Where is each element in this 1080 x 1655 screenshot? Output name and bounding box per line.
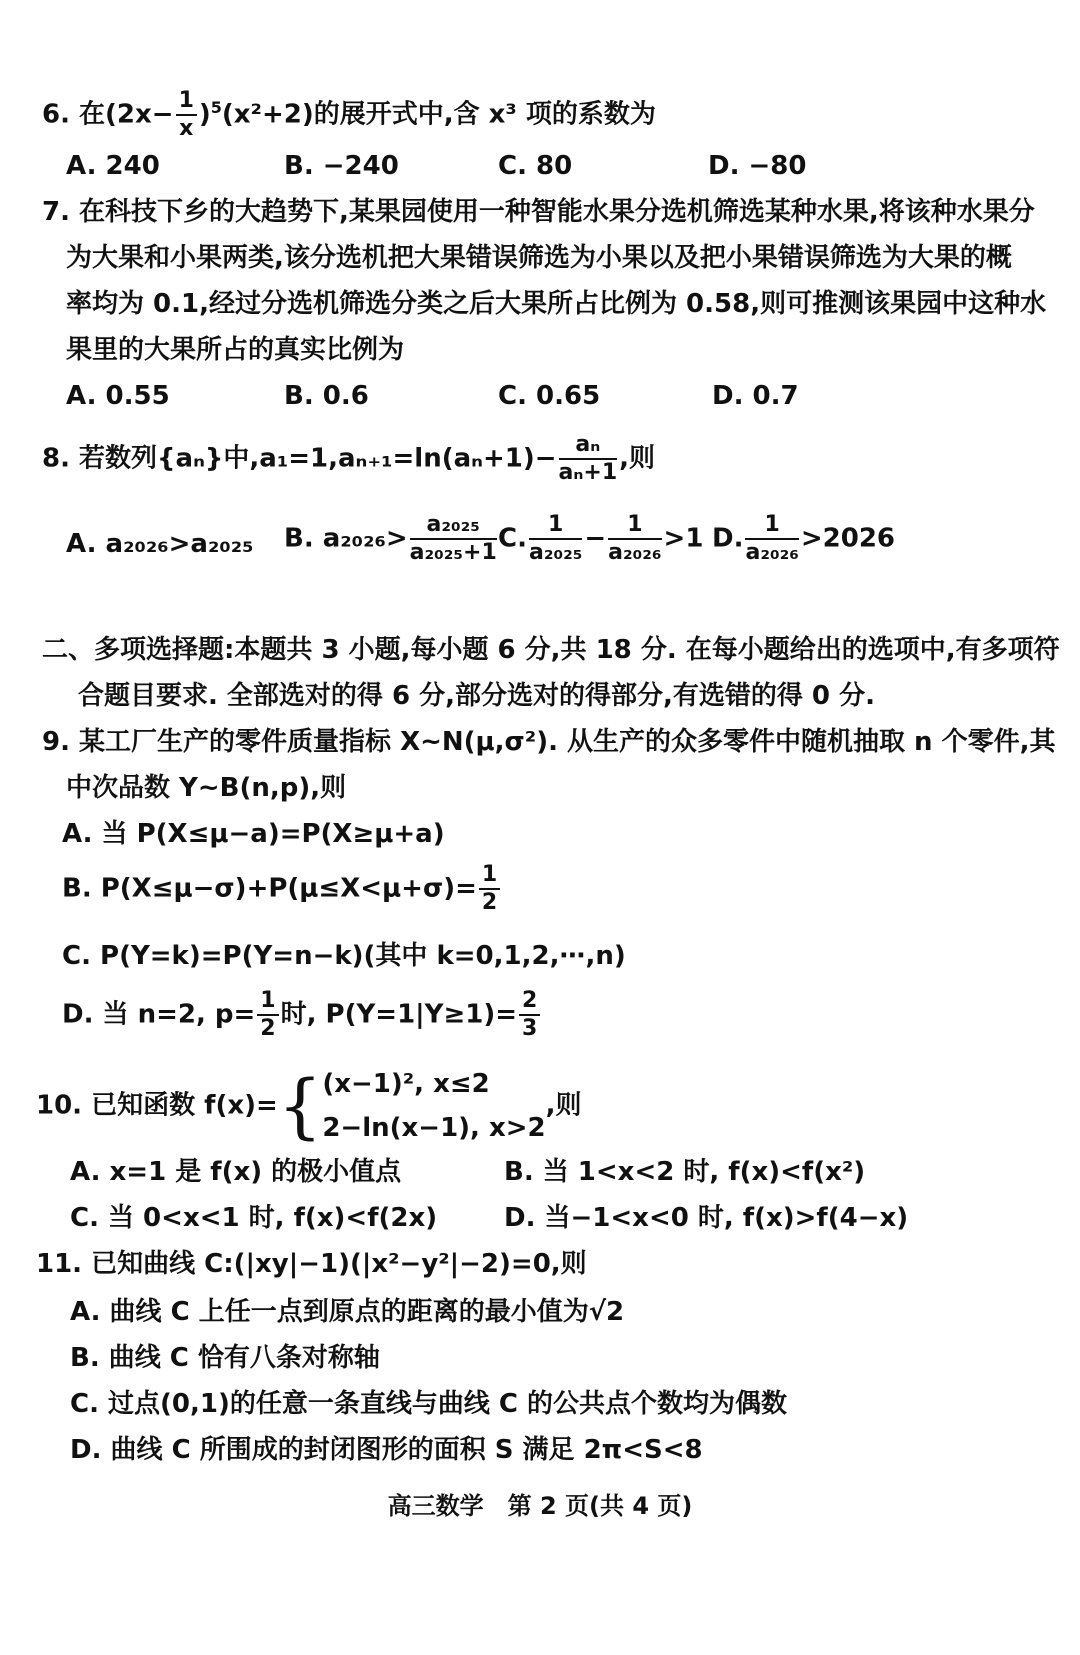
q10-cases bbox=[322, 1062, 545, 1150]
q11-option-b: B. 曲线 C 恰有八条对称轴 bbox=[70, 1343, 380, 1373]
question-6-stem bbox=[42, 88, 656, 142]
q6-option-b: B. −240 bbox=[284, 151, 399, 181]
q9-optb-num: 1 bbox=[479, 862, 500, 890]
q9-optd-den2: 3 bbox=[522, 1016, 538, 1041]
q9-option-d bbox=[62, 988, 542, 1042]
q9-optd-fraction-2 bbox=[519, 988, 540, 1042]
q10-case-1: (x−1)², x≤2 bbox=[322, 1069, 490, 1099]
q10-option-b: B. 当 1<x<2 时, f(x)<f(x²) bbox=[504, 1157, 866, 1187]
q6-option-c: C. 80 bbox=[498, 151, 573, 181]
q8-optc-den1: a₂₀₂₅ bbox=[528, 540, 583, 565]
q8-frac-den: aₙ+1 bbox=[558, 460, 618, 485]
q9-optd-num2: 2 bbox=[519, 988, 540, 1016]
q8-optc-fraction-1 bbox=[529, 512, 582, 566]
q8-optc-fraction-2 bbox=[608, 512, 661, 566]
q8-optb-num: a₂₀₂₅ bbox=[410, 512, 497, 540]
q8-optc-suffix: >1 bbox=[663, 523, 704, 554]
q10-prefix: 10. 已知函数 f(x)= bbox=[36, 1090, 278, 1121]
q9-optd-fraction-1 bbox=[257, 988, 278, 1042]
q9-optd-den1: 2 bbox=[260, 1016, 276, 1041]
q6-option-d: D. −80 bbox=[708, 151, 807, 181]
q11-option-c: C. 过点(0,1)的任意一条直线与曲线 C 的公共点个数均为偶数 bbox=[70, 1389, 788, 1419]
q6-frac-den: x bbox=[179, 116, 194, 141]
q6-fraction bbox=[176, 88, 197, 142]
q8-optd-prefix: D. bbox=[712, 523, 744, 554]
q6-frac-num: 1 bbox=[176, 88, 197, 116]
q8-prefix: 8. 若数列{aₙ}中,a₁=1,aₙ₊₁=ln(aₙ+1)− bbox=[42, 443, 557, 474]
q7-option-b: B. 0.6 bbox=[284, 381, 369, 411]
q6-prefix: 在(2x− bbox=[79, 99, 174, 130]
q7-line-3: 率均为 0.1,经过分选机筛选分类之后大果所占比例为 0.58,则可推测该果园中这种水 bbox=[66, 289, 1047, 319]
q8-fraction bbox=[559, 432, 618, 486]
q9-optb-fraction bbox=[479, 862, 500, 916]
q8-optd-fraction bbox=[745, 512, 798, 566]
q6-exp: 5 bbox=[210, 97, 222, 117]
q10-case-2: 2−ln(x−1), x>2 bbox=[322, 1113, 546, 1143]
q11-option-a: A. 曲线 C 上任一点到原点的距离的最小值为√2 bbox=[70, 1297, 625, 1327]
q8-option-a: A. a₂₀₂₆>a₂₀₂₅ bbox=[66, 529, 254, 559]
q8-optc-num1: 1 bbox=[529, 512, 582, 540]
q8-option-d bbox=[712, 512, 895, 566]
q6-mid: ) bbox=[198, 99, 211, 130]
q9-optb-den: 2 bbox=[481, 890, 498, 915]
q7-line-4: 果里的大果所占的真实比例为 bbox=[66, 335, 405, 365]
q10-stem bbox=[36, 1062, 582, 1150]
q9-optd-num1: 1 bbox=[257, 988, 278, 1016]
q7-line-2: 为大果和小果两类,该分选机把大果错误筛选为小果以及把小果错误筛选为大果的概 bbox=[66, 243, 1012, 273]
q8-optc-prefix: C. bbox=[498, 523, 527, 554]
q8-option-c bbox=[498, 512, 703, 566]
q8-optd-num: 1 bbox=[745, 512, 798, 540]
q8-stem bbox=[42, 432, 655, 486]
q10-option-c: C. 当 0<x<1 时, f(x)<f(2x) bbox=[70, 1203, 438, 1233]
q7-option-a: A. 0.55 bbox=[66, 381, 170, 411]
q8-option-b bbox=[284, 512, 499, 566]
q7-line-1: 7. 在科技下乡的大趋势下,某果园使用一种智能水果分选机筛选某种水果,将该种水果分 bbox=[42, 197, 1035, 227]
section-2-heading-cont: 合题目要求. 全部选对的得 6 分,部分选对的得部分,有选错的得 0 分. bbox=[78, 681, 875, 711]
q9-optb-prefix: B. P(X≤μ−σ)+P(μ≤X<μ+σ)= bbox=[62, 873, 477, 904]
q9-line-1: 9. 某工厂生产的零件质量指标 X~N(μ,σ²). 从生产的众多零件中随机抽取 n 个零件,其 bbox=[42, 727, 1056, 757]
q8-suffix: ,则 bbox=[619, 443, 656, 474]
q11-option-d: D. 曲线 C 所围成的封闭图形的面积 S 满足 2π<S<8 bbox=[70, 1435, 703, 1465]
q8-optc-minus: − bbox=[584, 523, 607, 554]
q8-optd-suffix: >2026 bbox=[800, 523, 896, 554]
q8-optb-prefix: B. a₂₀₂₆> bbox=[284, 523, 408, 554]
q11-stem: 11. 已知曲线 C:(|xy|−1)(|x²−y²|−2)=0,则 bbox=[36, 1249, 587, 1279]
q8-optd-den: a₂₀₂₆ bbox=[745, 540, 799, 565]
q6-option-a: A. 240 bbox=[66, 151, 160, 181]
q10-brace: { bbox=[277, 1065, 323, 1147]
q9-option-b bbox=[62, 862, 502, 916]
q9-line-2: 中次品数 Y~B(n,p),则 bbox=[66, 773, 347, 803]
q8-optc-den2: a₂₀₂₆ bbox=[608, 540, 662, 565]
q6-suffix: (x²+2)的展开式中,含 x³ 项的系数为 bbox=[221, 99, 656, 130]
q8-optb-den: a₂₀₂₅+1 bbox=[409, 540, 497, 565]
q10-option-a: A. x=1 是 f(x) 的极小值点 bbox=[70, 1157, 402, 1187]
q8-frac-num: aₙ bbox=[559, 432, 618, 460]
q10-option-d: D. 当−1<x<0 时, f(x)>f(4−x) bbox=[504, 1203, 909, 1233]
q9-option-a: A. 当 P(X≤μ−a)=P(X≥μ+a) bbox=[62, 819, 445, 849]
page-footer: 高三数学 第 2 页(共 4 页) bbox=[387, 1492, 693, 1520]
q7-option-c: C. 0.65 bbox=[498, 381, 601, 411]
q8-optc-num2: 1 bbox=[608, 512, 661, 540]
q6-number: 6. bbox=[42, 99, 70, 130]
q9-option-c: C. P(Y=k)=P(Y=n−k)(其中 k=0,1,2,⋯,n) bbox=[62, 941, 626, 971]
q8-optb-fraction bbox=[410, 512, 497, 566]
q9-optd-prefix: D. 当 n=2, p= bbox=[62, 999, 256, 1030]
section-2-heading: 二、多项选择题:本题共 3 小题,每小题 6 分,共 18 分. 在每小题给出的选项中,有多项符 bbox=[42, 635, 1060, 665]
q9-optd-mid: 时, P(Y=1|Y≥1)= bbox=[280, 999, 518, 1030]
q10-suffix: ,则 bbox=[545, 1090, 582, 1121]
q7-option-d: D. 0.7 bbox=[712, 381, 799, 411]
